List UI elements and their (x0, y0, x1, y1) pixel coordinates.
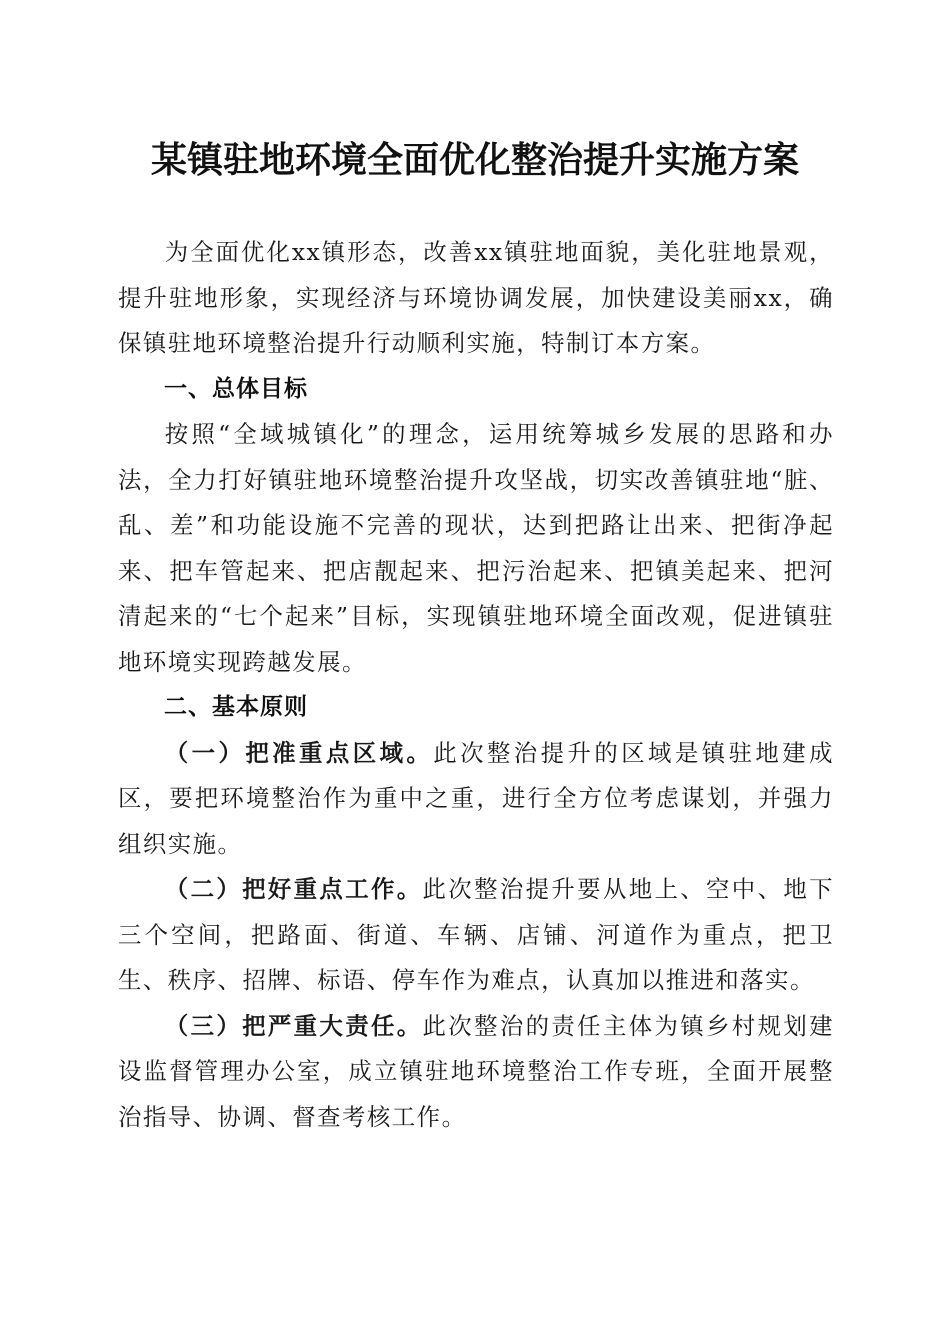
principle-item-3 (118, 1004, 834, 1141)
document-title: 某镇驻地环境全面优化整治提升实施方案 (150, 139, 799, 181)
principle-text-3: 此次整治的责任主体为镇乡村规划建设监督管理办公室，成立镇驻地环境整治工作专班，全面开展整治指导、协调、督查考核工作。 (118, 1011, 835, 1131)
principle-text-1: 此次整治提升的区域是镇驻地建成区，要把环境整治作为重中之重，进行全方位考虑谋划，并强力组织实施。 (118, 738, 835, 858)
overall-goal-paragraph: 按照“全域城镇化”的理念，运用统筹城乡发展的思路和办法，全力打好镇驻地环境整治提升攻坚战，切实改善镇驻地“脏、乱、差”和功能设施不完善的现状，达到把路让出来、把街净起来、把车管起来、把店靓起来、把污治起来、把镇美起来、把河清起来的“七个起来”目标，实现镇驻地环境全面改观，促进镇驻地环境实现跨越发展。 (118, 420, 834, 676)
principle-text-2: 此次整治提升要从地上、空中、地下三个空间，把路面、街道、车辆、店铺、河道作为重点，把卫生、秩序、招牌、标语、停车作为难点，认真加以推进和落实。 (118, 875, 835, 994)
principle-lead-1: （一）把准重点区域。 (164, 738, 434, 767)
document-body (118, 230, 834, 1140)
section-heading-overall-goal: 一、总体目标 (164, 375, 308, 402)
section-heading-basic-principles: 二、基本原则 (164, 694, 308, 720)
intro-paragraph: 为全面优化xx镇形态，改善xx镇驻地面貌，美化驻地景观，提升驻地形象，实现经济与环境协调发展，加快建设美丽xx，确保镇驻地环境整治提升行动顺利实施，特制订本方案。 (118, 238, 834, 357)
principle-lead-2: （二）把好重点工作。 (164, 875, 423, 903)
principle-item-1 (118, 731, 834, 868)
principle-lead-3: （三）把严重大责任。 (164, 1011, 423, 1040)
principle-item-2 (118, 867, 834, 1004)
